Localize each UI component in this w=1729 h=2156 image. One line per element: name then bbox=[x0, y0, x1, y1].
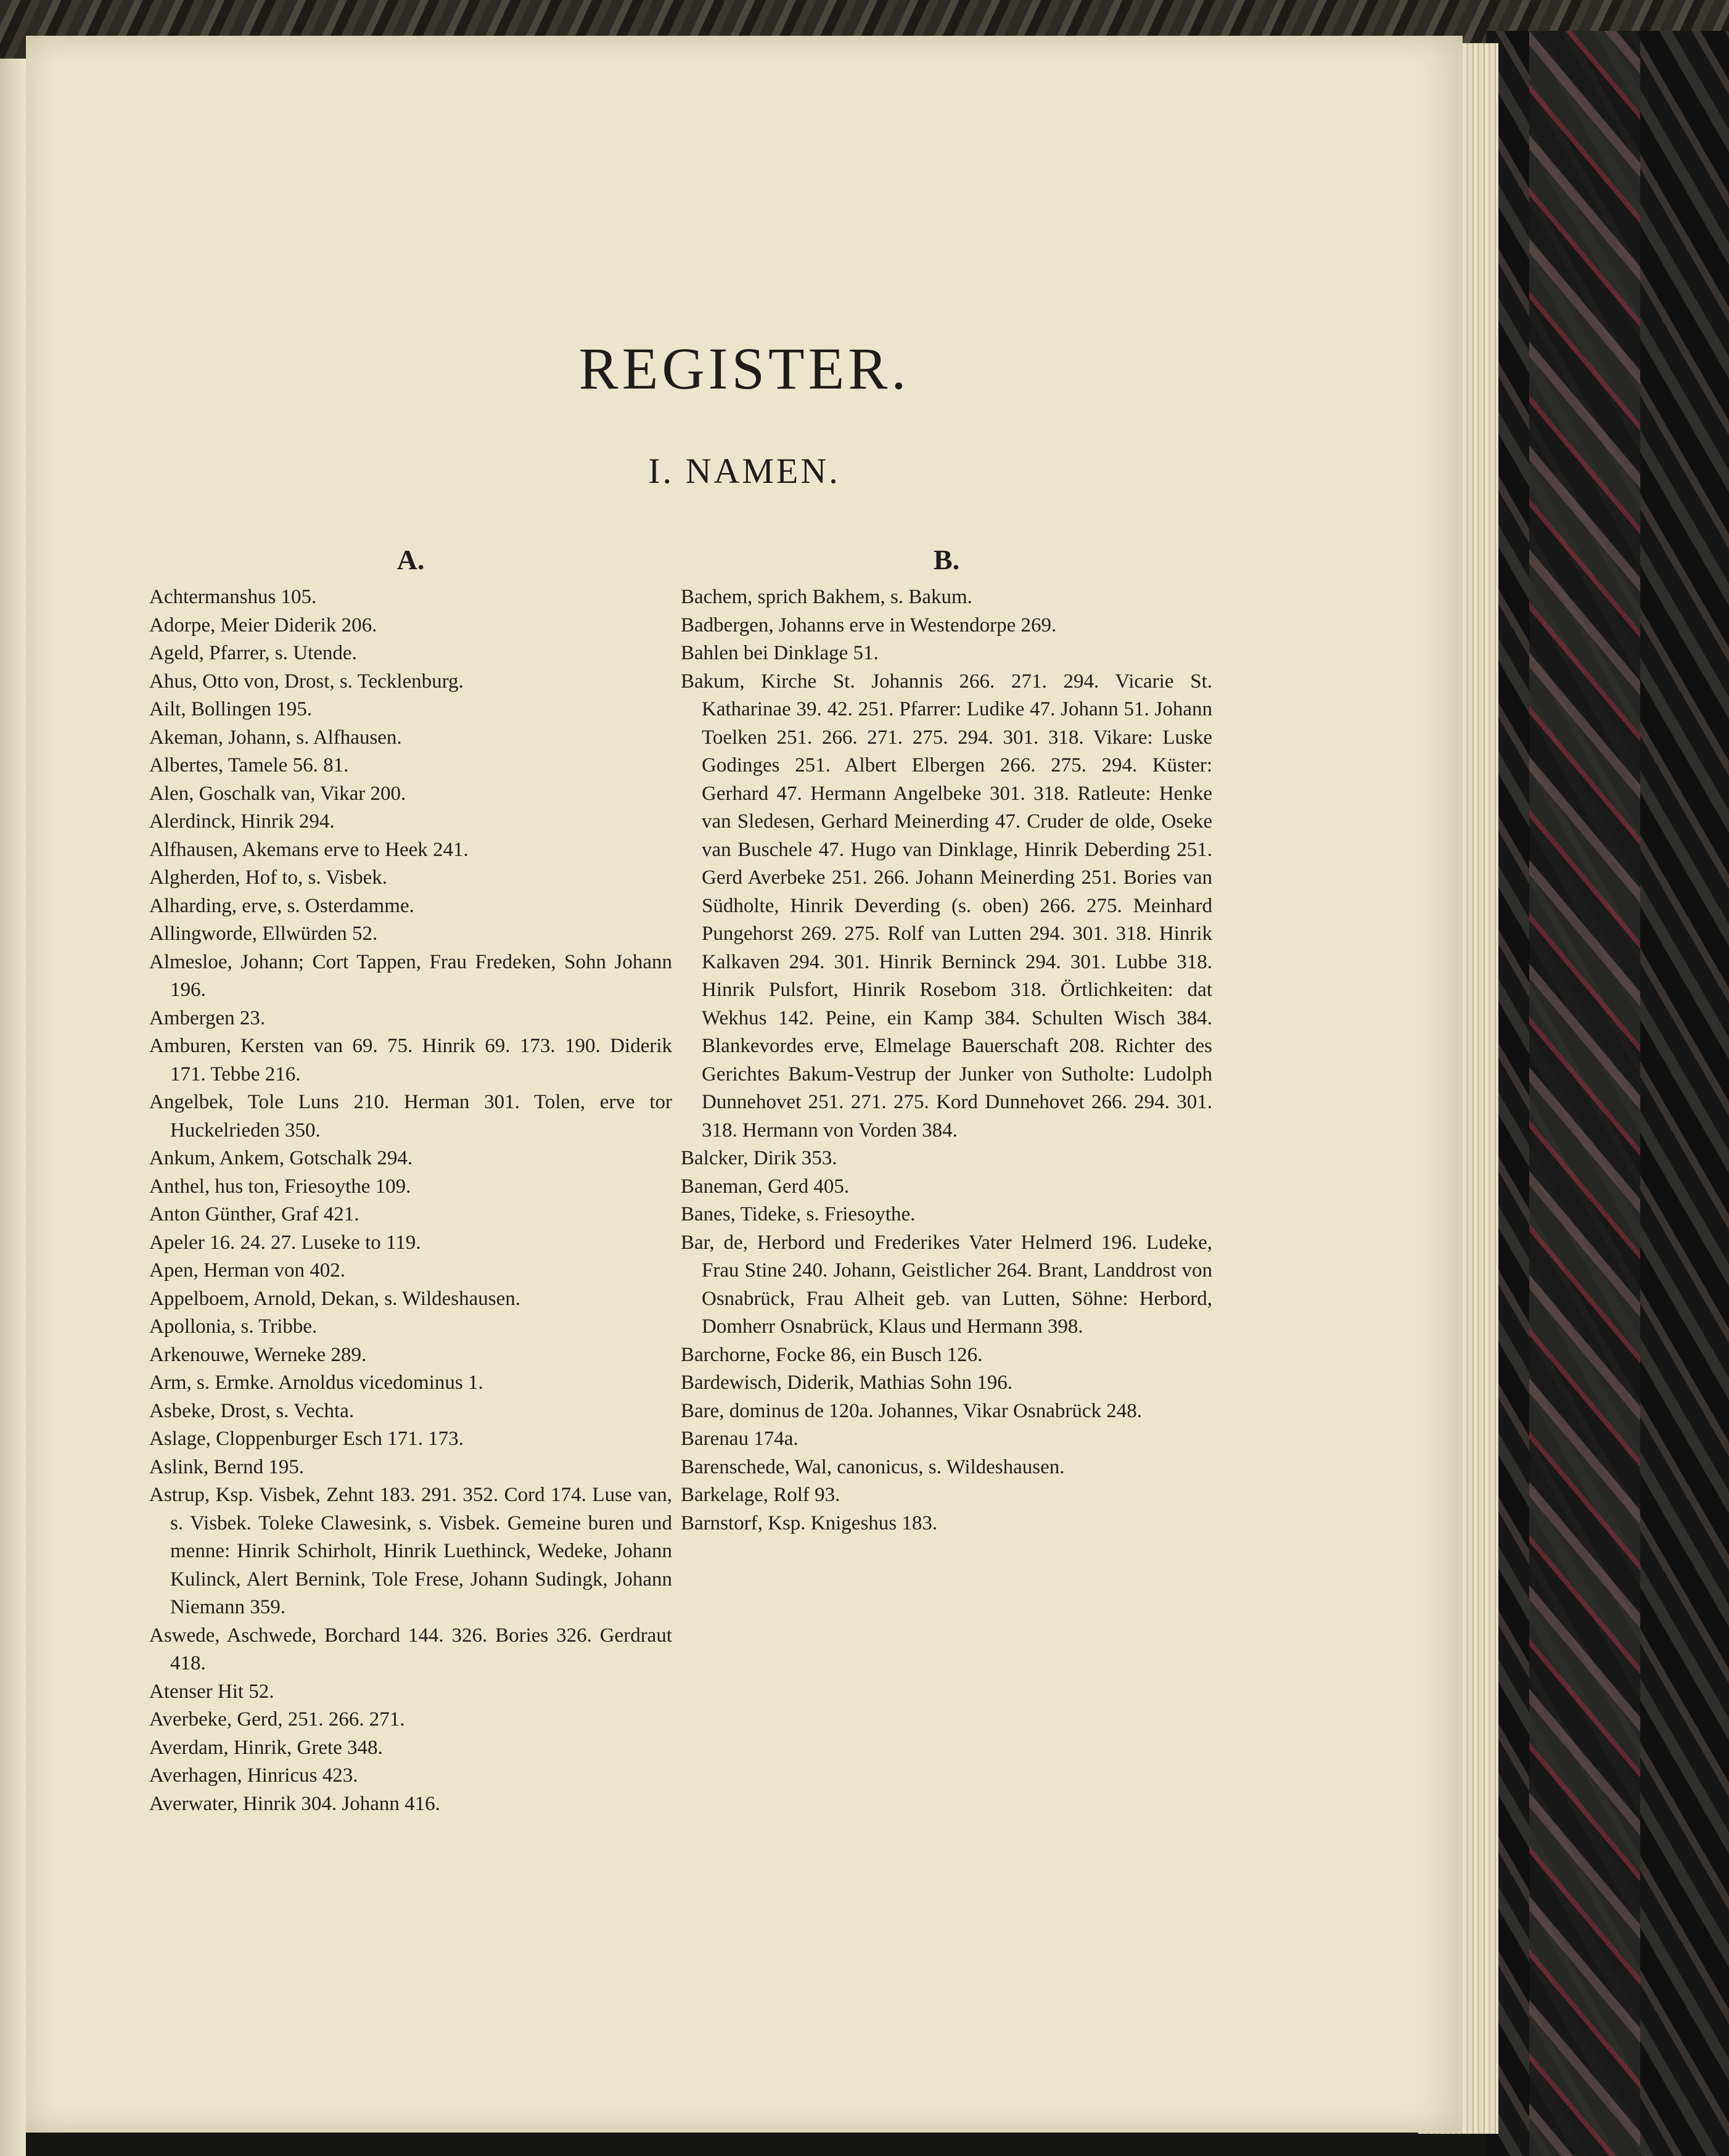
book-cover-right bbox=[1486, 31, 1729, 2156]
index-entry: Barchorne, Focke 86, ein Busch 126. bbox=[681, 1343, 983, 1366]
index-entry: Apollonia, s. Tribbe. bbox=[149, 1315, 318, 1338]
index-entry: Barnstorf, Ksp. Knigeshus 183. bbox=[681, 1512, 938, 1534]
index-entry: Averdam, Hinrik, Grete 348. bbox=[149, 1736, 383, 1759]
index-entry: Bare, dominus de 120a. Johannes, Vikar Osnabrück 248. bbox=[681, 1399, 1143, 1422]
index-entry: Badbergen, Johanns erve in Westendorpe 269. bbox=[681, 614, 1057, 636]
index-entry: Aswede, Aschwede, Borchard 144. 326. Bories 326. Gerdraut 418. bbox=[149, 1624, 672, 1674]
index-entry: Bachem, sprich Bakhem, s. Bakum. bbox=[681, 586, 972, 608]
index-entry: Algherden, Hof to, s. Visbek. bbox=[149, 866, 388, 889]
left-page-edge bbox=[0, 59, 26, 2156]
index-entry: Alharding, erve, s. Osterdamme. bbox=[149, 894, 414, 917]
index-entry: Atenser Hit 52. bbox=[149, 1680, 274, 1703]
index-entry: Aslage, Cloppenburger Esch 171. 173. bbox=[149, 1428, 464, 1450]
entry-list-b bbox=[681, 583, 1212, 1537]
index-entry: Bar, de, Herbord und Frederikes Vater Helmerd 196. Ludeke, Frau Stine 240. Johann, Geistlicher 264. Brant, Landdrost von Osnabrück, Frau Alheit geb. van Lutten, Söhne: Herbord, Domherr Osnabrück, Klaus und Hermann 398. bbox=[681, 1231, 1212, 1338]
index-entry: Bakum, Kirche St. Johannis 266. 271. 294. Vicarie St. Katharinae 39. 42. 251. Pfarrer: Ludike 47. Johann 51. Johann Toelken 251. 266. 271. 275. 294. 301. 318. Vikare: Luske Godinges 251. Albert Elbergen 266. 275. 294. Küster: Gerhard 47. Hermann Angelbeke 301. 318. Ratleute: Henke van Sledesen, Gerhard Meinerding 47. Cruder de olde, Oseke van Buschele 47. Hugo van Dinklage, Hinrik Deberding 251. Gerd Averbeke 251. 266. Johann Meinerding 251. Bories van Südholte, Hinrik Deverding (s. oben) 266. 275. Meinhard Pungehorst 269. 275. Rolf van Lutten 294. 301. 318. Hinrik Kalkaven 294. 301. Hinrik Berninck 294. 301. Lubbe 318. Hinrik Pulsfort, Hinrik Rosebom 318. Örtlichkeiten: dat Wekhus 142. Peine, ein Kamp 384. Schulten Wisch 384. Blankevordes erve, Elmelage Bauerschaft 208. Richter des Gerichtes Bakum-Vestrup der Junker von Sutholte: Ludolph Dunnehovet 251. 271. 275. Kord Dunnehovet 266. 294. 301. 318. Hermann von Vorden 384. bbox=[681, 670, 1212, 1142]
index-entry: Apeler 16. 24. 27. Luseke to 119. bbox=[149, 1231, 421, 1254]
register-page bbox=[26, 36, 1463, 2133]
index-entry: Barkelage, Rolf 93. bbox=[681, 1484, 840, 1506]
index-entry: Almesloe, Johann; Cort Tappen, Frau Fredeken, Sohn Johann 196. bbox=[149, 950, 672, 1001]
index-entry: Apen, Herman von 402. bbox=[149, 1259, 346, 1282]
index-entry: Banes, Tideke, s. Friesoythe. bbox=[681, 1203, 916, 1225]
letter-heading-a: A. bbox=[396, 544, 425, 575]
index-entry: Bardewisch, Diderik, Mathias Sohn 196. bbox=[681, 1372, 1013, 1394]
index-entry: Astrup, Ksp. Visbek, Zehnt 183. 291. 352. Cord 174. Luse van, s. Visbek. Toleke Clawesink, s. Visbek. Gemeine buren und menne: Hinrik Schirholt, Hinrik Luethinck, Wedeke, Johann Kulinck, Alert Bernink, Tole Frese, Johann Sudingk, Johann Niemann 359. bbox=[149, 1484, 672, 1618]
index-entry: Arkenouwe, Werneke 289. bbox=[149, 1343, 367, 1366]
index-entry: Appelboem, Arnold, Dekan, s. Wildeshausen. bbox=[149, 1287, 521, 1310]
index-entry: Amburen, Kersten van 69. 75. Hinrik 69. 173. 190. Diderik 171. Tebbe 216. bbox=[149, 1035, 672, 1085]
index-entry: Aslink, Bernd 195. bbox=[149, 1455, 305, 1478]
index-entry: Achtermanshus 105. bbox=[149, 586, 317, 608]
index-entry: Ailt, Bollingen 195. bbox=[149, 698, 312, 720]
index-entry: Anthel, hus ton, Friesoythe 109. bbox=[149, 1175, 411, 1198]
index-entry: Ankum, Ankem, Gotschalk 294. bbox=[149, 1147, 413, 1169]
section-title: I. NAMEN. bbox=[648, 451, 840, 491]
index-entry: Ageld, Pfarrer, s. Utende. bbox=[149, 642, 357, 664]
index-entry: Albertes, Tamele 56. 81. bbox=[149, 754, 349, 776]
column-a bbox=[149, 541, 672, 1818]
index-entry: Averhagen, Hinricus 423. bbox=[149, 1764, 358, 1787]
index-entry: Baneman, Gerd 405. bbox=[681, 1175, 850, 1198]
index-entry: Adorpe, Meier Diderik 206. bbox=[149, 614, 377, 636]
index-entry: Averbeke, Gerd, 251. 266. 271. bbox=[149, 1708, 405, 1730]
index-entry: Alen, Goschalk van, Vikar 200. bbox=[149, 782, 406, 805]
index-entry: Balcker, Dirik 353. bbox=[681, 1147, 837, 1169]
index-entry: Allingworde, Ellwürden 52. bbox=[149, 923, 378, 945]
index-entry: Alfhausen, Akemans erve to Heek 241. bbox=[149, 838, 469, 861]
index-entry: Bahlen bei Dinklage 51. bbox=[681, 642, 879, 664]
marbled-cover bbox=[1529, 31, 1640, 2156]
index-entry: Alerdinck, Hinrik 294. bbox=[149, 810, 335, 833]
index-entry: Ambergen 23. bbox=[149, 1006, 266, 1029]
page-title: REGISTER. bbox=[578, 335, 910, 401]
index-entry: Angelbek, Tole Luns 210. Herman 301. Tolen, erve tor Huckelrieden 350. bbox=[149, 1091, 672, 1142]
index-entry: Barenschede, Wal, canonicus, s. Wildeshausen. bbox=[681, 1455, 1065, 1478]
index-entry: Averwater, Hinrik 304. Johann 416. bbox=[149, 1792, 440, 1815]
index-entry: Asbeke, Drost, s. Vechta. bbox=[149, 1399, 355, 1422]
column-b bbox=[681, 541, 1212, 1537]
entry-list-a bbox=[149, 583, 672, 1818]
index-entry: Akeman, Johann, s. Alfhausen. bbox=[149, 726, 402, 749]
index-entry: Barenau 174a. bbox=[681, 1428, 799, 1450]
index-entry: Ahus, Otto von, Drost, s. Tecklenburg. bbox=[149, 670, 464, 693]
index-entry: Arm, s. Ermke. Arnoldus vicedominus 1. bbox=[149, 1372, 483, 1394]
index-entry: Anton Günther, Graf 421. bbox=[149, 1203, 359, 1225]
letter-heading-b: B. bbox=[933, 544, 960, 575]
